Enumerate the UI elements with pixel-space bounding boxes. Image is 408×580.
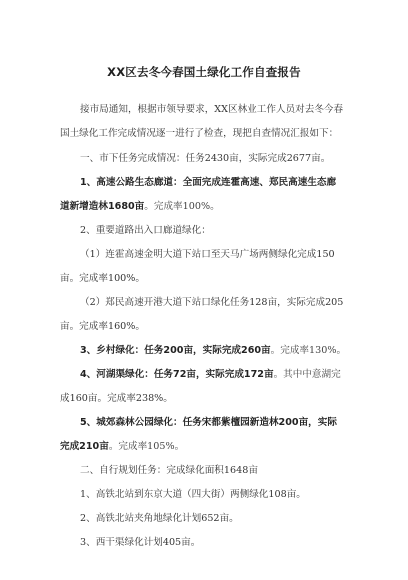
plan-item-3: 3、西干渠绿化计划405亩。	[80, 537, 201, 548]
item-1-line-1: 1、高速公路生态廊道：全面完成连霍高速、郑民高速生态廊	[80, 177, 337, 188]
plan-item-2: 2、高铁北站夹角地绿化计划652亩。	[80, 513, 239, 524]
plan-item-1: 1、高铁北站到东京大道（四大街）两侧绿化108亩。	[80, 489, 306, 500]
item-1-line-2-rest: 。完成率100%。	[144, 201, 220, 212]
document-title: XX区去冬今春国土绿化工作自查报告	[107, 65, 301, 79]
item-2-heading: 2、重要道路出入口廊道绿化：	[80, 225, 211, 236]
item-2a-line-2: 亩。完成率100%。	[60, 273, 145, 284]
item-5-line-1: 5、城郊森林公园绿化：任务宋都紫檀园新造林200亩，实际	[80, 417, 337, 428]
item-5-line-2-bold: 完成210亩	[60, 441, 109, 452]
intro-line-1: 接市局通知，根据市领导要求，XX区林业工作人员对去冬今春	[80, 104, 344, 115]
item-1-line-2-bold: 道新增造林1680亩	[60, 201, 145, 212]
item-2b-line-2: 亩。完成率160%。	[60, 321, 145, 332]
item-1-line-2	[60, 201, 220, 213]
item-4-bold: 4、河湖渠绿化：任务72亩，实际完成172亩	[80, 369, 274, 380]
item-4-line-2: 成160亩。完成率238%。	[60, 393, 173, 404]
item-3-rest: 。完成率130%。	[270, 345, 347, 356]
item-3-bold: 3、乡村绿化：任务200亩，实际完成260亩	[80, 345, 271, 356]
item-2a-line-1: （1）连霍高速金明大道下站口至天马广场两侧绿化完成150	[80, 249, 335, 260]
section-1-heading: 一、市下任务完成情况：任务2430亩，实际完成2677亩。	[80, 153, 331, 164]
intro-line-2: 国土绿化工作完成情况逐一进行了检查，现把自查情况汇报如下：	[60, 128, 339, 139]
section-2-heading: 二、自行规划任务：完成绿化面积1648亩	[80, 465, 258, 476]
item-5-line-2-rest: 。完成率105%。	[108, 441, 185, 452]
item-5-line-2	[60, 441, 184, 453]
item-4-line-1	[80, 369, 341, 381]
item-4-rest: 。其中中意湖完	[273, 369, 341, 380]
item-2b-line-1: （2）郑民高速开港大道下站口绿化任务128亩，实际完成205	[80, 297, 344, 308]
item-3-line	[80, 345, 346, 357]
